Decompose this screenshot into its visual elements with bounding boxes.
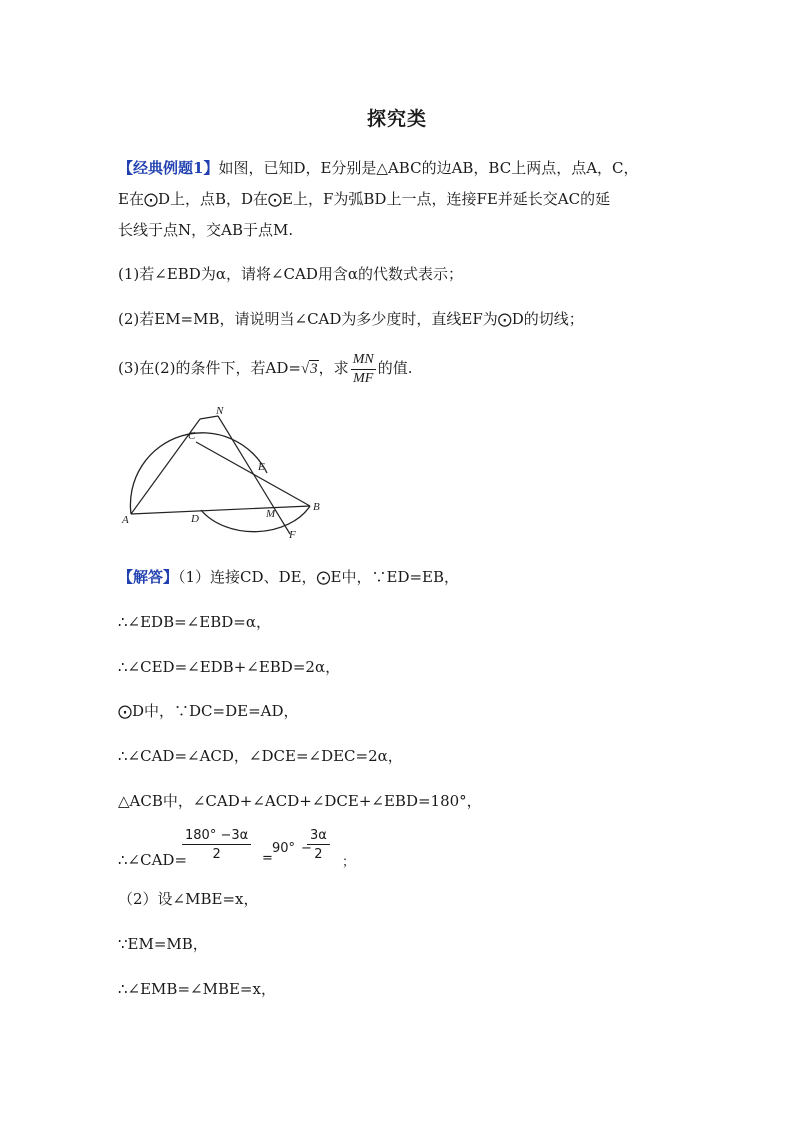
label-c: C <box>188 430 196 442</box>
fraction-mn-mf <box>351 351 376 388</box>
example-tag: 【经典例题1】 <box>118 159 219 177</box>
label-m: M <box>266 508 276 520</box>
label-n: N <box>216 405 224 417</box>
solution-line-10: ∴∠EMB=∠MBE=x， <box>118 980 276 998</box>
problem-line-2 <box>118 189 610 210</box>
question-3-text-c: 的值. <box>377 359 413 377</box>
question-3-text-b: ，求 <box>318 359 349 377</box>
line-nf <box>218 416 290 534</box>
problem-text-2c: E上，F为弧BD上一点，连接FE并延长交AC的延 <box>282 190 611 208</box>
geometry-diagram <box>118 402 338 547</box>
problem-line-3: 长线于点N，交AB于点M. <box>118 221 294 239</box>
solution-line-7-prefix: ∴∠CAD= <box>118 851 188 869</box>
question-2-text-b: D的切线； <box>511 310 584 328</box>
solution-text-1b: E中，∵ED=EB， <box>330 568 460 586</box>
solution-tag: 【解答】 <box>118 568 179 586</box>
question-2-text-a: (2)若EM=MB，请说明当∠CAD为多少度时，直线EF为 <box>118 310 498 328</box>
fraction-denominator: MF <box>353 370 374 386</box>
equation-semicolon: ； <box>342 855 356 870</box>
question-2 <box>118 309 584 330</box>
equation-90-degrees: 90° <box>272 841 296 856</box>
problem-text-2b: D上，点B，D在 <box>157 190 269 208</box>
equation-fraction-2-numerator: 3α <box>307 828 330 845</box>
solution-line-8: （2）设∠MBE=x， <box>118 890 259 908</box>
equation-fraction-2-denominator: 2 <box>314 847 323 862</box>
label-e: E <box>258 461 265 473</box>
solution-line-3: ∴∠CED=∠EDB+∠EBD=2α， <box>118 658 341 676</box>
equation-fraction-1-numerator: 180° −3α <box>182 828 251 845</box>
problem-text-2a: E在 <box>118 190 144 208</box>
problem-text-1: 如图，已知D，E分别是△ABC的边AB，BC上两点，点A，C， <box>218 159 639 177</box>
equation-minus: − <box>301 841 312 856</box>
circle-d-arc <box>130 433 267 514</box>
label-a: A <box>122 514 129 526</box>
question-1: (1)若∠EBD为α，请将∠CAD用含α的代数式表示； <box>118 265 463 283</box>
label-f: F <box>289 529 296 541</box>
circle-dot-icon: ⨀ <box>497 312 512 328</box>
equation-equals: = <box>262 851 273 866</box>
equation-fraction-1 <box>182 828 251 862</box>
problem-line-1 <box>118 158 639 178</box>
circle-dot-icon: ⨀ <box>268 192 283 208</box>
sqrt-radicand: 3 <box>310 361 318 377</box>
solution-line-6: △ACB中，∠CAD+∠ACD+∠DCE+∠EBD=180°， <box>118 792 482 810</box>
geometry-figure <box>118 402 338 551</box>
question-3 <box>118 348 412 389</box>
label-d: D <box>191 513 199 525</box>
circle-dot-icon: ⨀ <box>118 704 132 720</box>
sqrt-expression: √3 <box>300 361 318 377</box>
solution-text-1a: （1）连接CD、DE， <box>178 568 317 586</box>
solution-line-9: ∵EM=MB， <box>118 935 208 953</box>
circle-dot-icon: ⨀ <box>316 570 331 586</box>
solution-text-4: D中，∵DC=DE=AD， <box>132 702 299 720</box>
equation-fraction-1-denominator: 2 <box>212 847 221 862</box>
solution-line-5: ∴∠CAD=∠ACD，∠DCE=∠DEC=2α， <box>118 747 403 765</box>
line-ab <box>131 506 310 514</box>
label-b: B <box>313 501 320 513</box>
fraction-numerator: MN <box>351 351 376 370</box>
equation-fraction-2 <box>307 828 330 862</box>
solution-line-1 <box>118 567 459 588</box>
circle-dot-icon: ⨀ <box>143 192 158 208</box>
solution-line-2: ∴∠EDB=∠EBD=α， <box>118 613 271 631</box>
solution-line-4 <box>118 701 299 722</box>
page-title: 探究类 <box>366 108 427 130</box>
question-3-text-a: (3)在(2)的条件下，若AD= <box>118 359 301 377</box>
